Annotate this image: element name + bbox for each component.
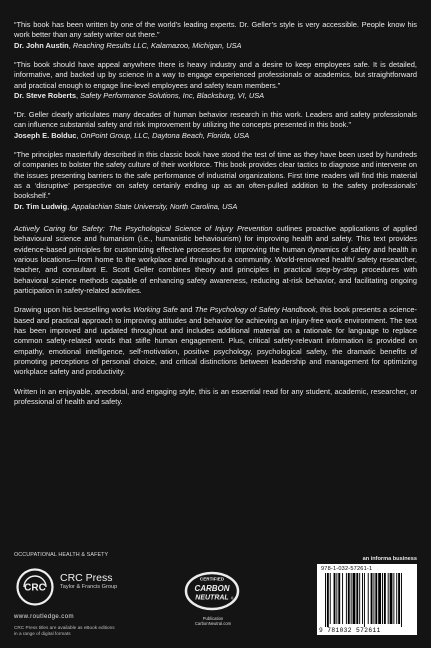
endorser-name: Dr. Tim Ludwig xyxy=(14,201,68,211)
endorser-name: Dr. Steve Roberts xyxy=(14,90,77,100)
isbn-number: 978-1-032-57261-1 xyxy=(321,566,373,572)
endorsement xyxy=(14,60,417,101)
isbn-barcode-box xyxy=(317,564,417,635)
endorsement-quote: “The principles masterfully described in this classic book have stood the test of time as they have been used by hundreds of companies to bolster the safety culture of their workforce. This book provides clear tactics to diagnose and intervene on the issues presenting barriers to the safe performance of industrial organizations. First time readers will find this material as a ‘disruptive’ perspective on safety certainly ending up as an often-pulled addition to the safety professionals’ bookshelf.” xyxy=(14,149,417,201)
crc-press-logo-icon xyxy=(16,568,54,606)
endorsement xyxy=(14,150,417,212)
endorsement xyxy=(14,110,417,141)
endorser-org: Appalachian State University, North Carolina, USA xyxy=(71,201,238,211)
carbon-neutral-icon xyxy=(184,571,240,611)
description-text: outlines proactive applications of applied behavioural science and humanism (i.e., humanistic behaviourism) for improving health and safety. This text provides evidence-based principles for customizing effective processes for improving the human dynamics of safety and health in various locations—from home to the workplace and throughout a community. World-renowned health/ safety researcher, teacher, and consultant E. Scott Geller combines theory and principles in practical step-by-step procedures with behavioral science methods capable of enhancing safety awareness, reducing at-risk behavior, and facilitating ongoing participation in safety-related activities. xyxy=(14,223,417,295)
carbon-caption-line: Publication xyxy=(202,616,224,621)
ebook-note-line: in a range of digital formats xyxy=(14,631,71,636)
endorsement-quote: “This book has been written by one of the world’s leading experts. Dr. Geller’s style is very accessible. People know his work better than any safety writer out there.” xyxy=(14,20,417,40)
barcode-icon xyxy=(321,573,413,627)
ebook-note xyxy=(14,625,124,637)
endorser-name: Dr. John Austin xyxy=(14,40,69,50)
related-work-title: The Psychology of Safety Handbook xyxy=(194,305,316,315)
carbon-caption-line: CarbonNeutral.com xyxy=(194,621,232,626)
endorsement-quote: “Dr. Geller clearly articulates many decades of human behavior research in this work. Leaders and safety professionals can influence substantial safety and risk improvement by utilizing the concepts presented in this book.” xyxy=(14,110,417,130)
informa-tagline: an informa business xyxy=(362,556,417,562)
carbon-certified-text: CERTIFIED xyxy=(199,576,225,582)
book-title: Actively Caring for Safety: The Psychological Science of Injury Prevention xyxy=(14,223,273,233)
description-text: Written in an enjoyable, anecdotal, and engaging style, this is an essential read for any student, academic, researcher, or professional of health and safety. xyxy=(14,386,417,407)
endorser-name: Joseph E. Bolduc xyxy=(14,130,77,140)
related-work-title: Working Safe xyxy=(133,305,178,315)
endorsement-attribution: Dr. Steve Roberts, Safety Performance Solutions, Inc, Blacksburg, VI, USA xyxy=(14,90,265,100)
endorsement-attribution: Dr. Tim Ludwig, Appalachian State University, North Carolina, USA xyxy=(14,201,238,211)
crc-logo-text: CRC xyxy=(24,582,46,594)
description-text: , this book presents a science-based and practical approach to improving attitudes and behavior for achieving an injury-free work environment. The text has been improved and updated throughout and includes additional material on a rationale for language to replace common safety-related words that stifle human engagement. Plus, critical safety-relevant information is provided on empathy, emotional intelligence, self-motivation, positive psychology, psychological safety, the dramatic benefits of promoting perceptions of personal choice, and critical distinctions between leadership and management for optimizing workplace safety and productivity. xyxy=(14,305,417,377)
cover-text xyxy=(14,20,417,416)
publisher-name: CRC Press xyxy=(60,572,113,584)
publisher-group: Taylor & Francis Group xyxy=(60,584,118,590)
carbon-caption xyxy=(181,616,245,626)
barcode-digits: 9 781032 572611 xyxy=(319,627,381,634)
carbon-word: CARBON xyxy=(194,584,230,593)
endorsement xyxy=(14,20,417,51)
neutral-word: NEUTRAL xyxy=(195,594,229,602)
description-text: and xyxy=(177,305,195,315)
carbon-neutral-badge xyxy=(181,571,245,626)
description-paragraph xyxy=(14,387,417,408)
description-text: Drawing upon his bestselling works xyxy=(14,305,134,315)
endorser-org: OnPoint Group, LLC, Daytona Beach, Florida, USA xyxy=(80,130,250,140)
svg-text:®: ® xyxy=(231,596,234,601)
endorser-org: Reaching Results LLC, Kalamazoo, Michigan, USA xyxy=(72,40,242,50)
subject-category: OCCUPATIONAL HEALTH & SAFETY xyxy=(14,552,109,558)
endorser-org: Safety Performance Solutions, Inc, Blacksburg, VI, USA xyxy=(80,90,265,100)
publisher-block xyxy=(60,573,117,590)
description-paragraph xyxy=(14,305,417,377)
publisher-url: www.routledge.com xyxy=(14,613,74,620)
endorsement-attribution: Dr. John Austin, Reaching Results LLC, Kalamazoo, Michigan, USA xyxy=(14,40,242,50)
ebook-note-line: CRC Press titles are available as eBook editions xyxy=(14,625,115,630)
endorsement-quote: “This book should have appeal anywhere there is heavy industry and a desire to keep employees safe. It is detailed, informative, and backed up by science in a way to engage experienced professionals or academics, but straightforward and practical enough to engage line-level employees and safety team members.” xyxy=(14,59,417,90)
description-paragraph xyxy=(14,224,417,296)
endorsement-attribution: Joseph E. Bolduc, OnPoint Group, LLC, Daytona Beach, Florida, USA xyxy=(14,130,250,140)
